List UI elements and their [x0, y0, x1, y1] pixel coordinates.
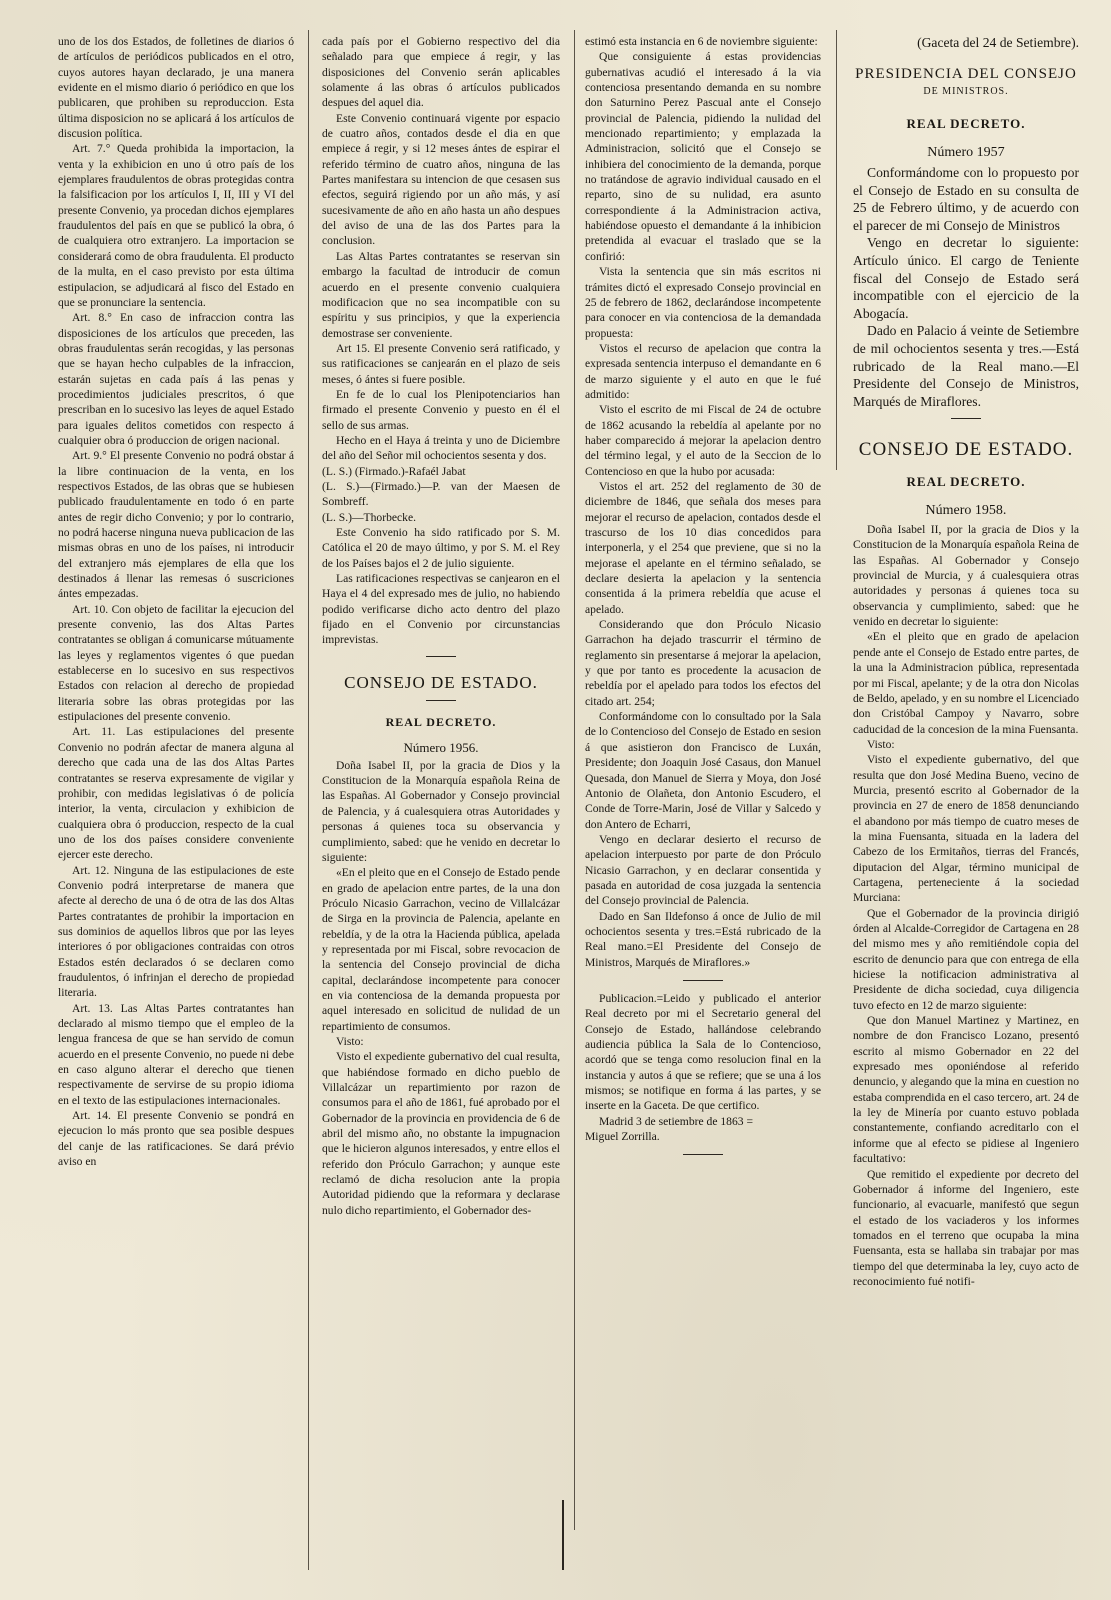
paragraph: Visto el expediente gubernativo del cual resulta, que habiéndose formado en dicho pueblo de Villalcázar un repartimiento por razon de consumos para el año de 1861, fué aprobado por el Gobernador de la provincia en providencia de 6 de abril del mismo año, no obstante la impugnacion que le hicieron algunos interesados, y entre ellos el referido don Próculo Garrachon; y aunque este reclamó de dicha resolucion ante la propia Autoridad pidiendo que la reformara y declarase nulo dicho repartimiento, el Gobernador des-: [322, 1050, 560, 1217]
paragraph: Dado en Palacio á veinte de Setiembre de mil ochocientos sesenta y tres.—Está rubricado de la Real mano.—El Presidente del Consejo de Ministros, Marqués de Miraflores.: [853, 323, 1079, 409]
section-heading: PRESIDENCIA DEL CONSEJO: [855, 65, 1077, 82]
paragraph: Visto el escrito de mi Fiscal de 24 de octubre de 1862 acusando la rebeldía al apelante por no haber comparecido á mejorar la apelacion dentro del término legal, y el auto de la Seccion de lo Contencioso en que la hubo por acusada:: [585, 403, 821, 478]
decree-title: REAL DECRETO.: [906, 473, 1026, 489]
paragraph: Conformándome con lo consultado por la Sala de lo Contencioso del Consejo de Estado en sesion á que asistieron don Francisco de Luxán, Presidente; don Joaquin José Casaus, don Manuel Quesada, don Manuel de Sierra y Moya, don José Antonio de Olañeta, don Antonio Escudero, el Conde de Torre-Marin, José de Villar y Salcedo y don Antero de Echarri,: [585, 710, 821, 831]
column-rule: [574, 30, 575, 1530]
separator: [426, 700, 456, 701]
separator: [683, 980, 723, 981]
paragraph: uno de los dos Estados, de folletines de diarios ó de artículos de periódicos publicados en el otro, cuyos autores hayan declarado, je una manera evidente en el mismo diario ó periódico en que los publicaren, que prohiben su reproduccion. Esta última disposicion no se aplicará á los artículos de discusion política.: [58, 35, 294, 141]
paragraph: Art. 7.° Queda prohibida la importacion, la venta y la exhibicion en uno ú otro país de los ejemplares fraudulentos de obras protegidas contra la falsificacion por los artículos I, II, III y VI del presente Convenio, ya procedan dichos ejemplares fraudulentos del país en que se publicó la obra, ó de cualquiera otro extranjero. La importacion se considerará como de obra fraudulenta. El producto de la multa, en el caso previsto por esta última estipulacion, se adjudicará al fisco del Estado en que se pronunciare la sentencia.: [58, 142, 294, 309]
paragraph: Art. 13. Las Altas Partes contratantes han declarado al mismo tiempo que el empleo de la lengua francesa de que se han servido de comun acuerdo en el presente Convenio, no puede ni debe en caso alguno alterar el derecho que tienen respectivamente de servirse de su propio idioma en el texto de las estipulaciones internacionales.: [58, 1001, 294, 1107]
decree-number: Número 1958.: [925, 503, 1007, 519]
paragraph: Visto:: [336, 1034, 364, 1048]
paragraph: Art. 14. El presente Convenio se pondrá en ejecucion lo más pronto que sea posible despues del canje de las ratificaciones. Se dará prévio aviso en: [58, 1109, 294, 1169]
signature-line: (L. S.)—Thorbecke.: [322, 510, 417, 524]
paragraph: Doña Isabel II, por la gracia de Dios y la Constitucion de la Monarquía española Reina de las Españas. Al Gobernador y Consejo provincial de Palencia, y á cualesquiera otras Autoridades y personas á quienes toca su observancia y cumplimiento, sabed: que he venido en decretar lo siguiente:: [322, 758, 560, 864]
paragraph: Publicacion.=Leido y publicado el anterior Real decreto por mi el Secretario general del Consejo de Estado, hallándose celebrando audiencia pública la Sala de lo Contencioso, acordó que se tenga como resolucion final en la instancia y autos á que se refiere; que se una á los mismos; se notifique en forma á las partes, y se inserte en la Gaceta. De que certifico.: [585, 991, 821, 1113]
column-rule: [836, 30, 837, 470]
column-2: [322, 34, 560, 1594]
signature-line: Miguel Zorrilla.: [585, 1130, 660, 1144]
paragraph: En fe de lo cual los Plenipotenciarios han firmado el presente Convenio y puesto en él el sello de sus armas.: [322, 387, 560, 432]
paragraph: «En el pleito que en el Consejo de Estado pende en grado de apelacion entre partes, de la una don Próculo Nicasio Garrachon, vecino de Villalcázar de Sirga en la provincia de Palencia, apelante en rebeldía, y de la otra la Hacienda pública, apelada y representada por mi Fiscal, sobre revocacion de la sentencia del Consejo provincial de dicha capital, declarándose incompetente para conocer en via contenciosa de la demanda propuesta por aquel interesado en solicitud de nulidad de un repartimiento de consumos.: [322, 866, 560, 1033]
column-rule: [308, 30, 309, 1570]
column-4: [853, 34, 1079, 1594]
gazette-reference: (Gaceta del 24 de Setiembre).: [917, 35, 1079, 50]
paragraph: Visto el expediente gubernativo, del que resulta que don José Medina Bueno, vecino de Murcia, presentó escrito al Gobernador de la provincia en 27 de enero de 1858 denunciando el abandono por más tiempo de cuatro meses de la mina Fuensanta, situada en la ladera del Cabezo de los Ermitaños, tierras del Francés, diputacion del Algar, término municipal de Cartagena, perteneciente á la sociedad Murciana:: [853, 753, 1079, 905]
paragraph: Art. 9.° El presente Convenio no podrá obstar á la libre continuacion de la venta, en los respectivos Estados, de las obras que se hubiesen publicado fraudulentamente en todo ó en parte antes de regir dicho Convenio; y por lo contrario, no podrá hacerse ninguna nueva publicacion de las mismas obras en uno de los países, ni introducir del extranjero más ejemplares de ella que los destinados á llenar las remesas ó suscriciones ántes empezadas.: [58, 449, 294, 601]
date-line: Madrid 3 de setiembre de 1863 =: [599, 1114, 753, 1128]
paragraph: estimó esta instancia en 6 de noviembre siguiente:: [585, 35, 818, 48]
paragraph: Las ratificaciones respectivas se canjearon en el Haya el 4 del expresado mes de julio, no habiendo podido verificarse dicho acto dentro del plazo fijado en el Convenio por circunstancias imprevistas.: [322, 572, 560, 647]
separator: [683, 1154, 723, 1155]
paragraph: Este Convenio ha sido ratificado por S. M. Católica el 20 de mayo último, y por S. M. el Rey de los Países bajos el 2 de julio siguiente.: [322, 526, 560, 570]
paragraph: Conformándome con lo propuesto por el Consejo de Estado en su consulta de 25 de Febrero último, y de acuerdo con el parecer de mi Consejo de Ministros: [853, 164, 1079, 233]
paragraph: Dado en San Ildefonso á once de Julio de mil ochocientos sesenta y tres.=Está rubricado de la Real mano.=El Presidente del Consejo de Ministros, Marqués de Miraflores.»: [585, 909, 821, 969]
paragraph: Doña Isabel II, por la gracia de Dios y la Constitucion de la Monarquía española Reina de las Españas. Al Gobernador y Consejo provincial de Murcia, y á cualesquiera otras autoridades y personas á quienes toca su observancia y cumplimiento, sabed: que he venido en decretar lo siguiente:: [853, 523, 1079, 629]
paragraph: Este Convenio continuará vigente por espacio de cuatro años, contados desde el dia en que empiece á regir, y si 12 meses ántes de espirar el referido término de cuatro años, ninguna de las Partes manifestara su intencion de que cesasen sus efectos, seguirá rigiendo por un año más, y así sucesivamente de año en año hasta un año despues del aviso de una de las dos Partes para la conclusion.: [322, 111, 560, 248]
column-rule: [562, 1500, 564, 1570]
decree-number: Número 1957: [927, 145, 1005, 161]
paragraph: Art. 8.° En caso de infraccion contra las disposiciones de los artículos que preceden, las obras fraudulentas serán recogidas, y las personas que se hayan hecho culpables de la infraccion, estarán sujetas en cada país á las penas y procedimientos judiciales prescritos, ó que prescriban en lo sucesivo las leyes de aquel Estado para iguales delitos cometidos con respecto á cualquier obra ó produccion de origen nacional.: [58, 311, 294, 447]
paragraph: Vengo en declarar desierto el recurso de apelacion interpuesto por parte de don Próculo Nicasio Garrachon, y en declarar consentida y pasada en autoridad de cosa juzgada la sentencia del Consejo provincial de Palencia.: [585, 832, 821, 908]
separator: [951, 418, 981, 419]
decree-title: REAL DECRETO.: [385, 715, 497, 730]
paragraph: Que el Gobernador de la provincia dirigió órden al Alcalde-Corregidor de Cartagena en 28 del mismo mes y año remitiéndole copia del escrito de denuncio para que con entrega de ella hiciese la notificacion administrativa al Presidente de dicha sociedad, cuya diligencia tuvo efecto en 12 de marzo siguiente:: [853, 906, 1079, 1012]
section-heading: CONSEJO DE ESTADO.: [858, 439, 1074, 461]
paragraph: Vengo en decretar lo siguiente: Artículo único. El cargo de Teniente fiscal del Consejo de Estado será incompatible con el ejercicio de la Abogacía.: [853, 235, 1079, 321]
separator: [426, 656, 456, 657]
paragraph: Las Altas Partes contratantes se reservan sin embargo la facultad de introducir de comun acuerdo en el presente convenio cualquiera modificacion que no sea incompatible con su espíritu y sus principios, y que la experiencia demostrase ser conveniente.: [322, 249, 560, 340]
paragraph: Visto:: [867, 737, 895, 751]
paragraph: Art. 11. Las estipulaciones del presente Convenio no podrán afectar de manera alguna al derecho que cada una de las dos Altas Partes contratantes se reserva expresamente de vigilar y prohibir, con medidas legislativas ó de policía interior, la venta, circulacion y exhibicion de cualquiera obra ó produccion, respecto de la cual uno de los dos países considere conveniente ejercer este derecho.: [58, 725, 294, 862]
paragraph: Vistos el recurso de apelacion que contra la expresada sentencia interpuso el demandante en 6 de marzo siguiente y el auto en que le fué admitido:: [585, 341, 821, 401]
paragraph: Que remitido el expediente por decreto del Gobernador á informe del Ingeniero, este funcionario, al evacuarle, manifestó que segun el estado de los vaciaderos y los informes tomados en el terreno que ocupaba la mina Fuensanta, esta se hallaba sin trabajar por mas tiempo del que determinaba la ley, cuyo acto de reconocimiento fué notifi-: [853, 1167, 1079, 1288]
decree-number: Número 1956.: [403, 740, 479, 756]
paragraph: Art. 12. Ninguna de las estipulaciones de este Convenio podrá interpretarse de manera que afecte al derecho de una ó de otra de las dos Altas Partes contratantes de prohibir la importacion en sus dominios de aquellos libros que por las leyes interiores ó por obligaciones contraidas con otros Estados estén declarados ó se declaren como fraudulentos, ó infrinjan el derecho de propiedad literaria.: [58, 863, 294, 1000]
paragraph: Hecho en el Haya á treinta y uno de Diciembre del año del Señor mil ochocientos sesenta y dos.: [322, 433, 560, 463]
paragraph: Que consiguiente á estas providencias gubernativas acudió el interesado á la via contenciosa presentando demanda en su nombre don Saturnino Perez Pascual ante el Consejo provincial de Palencia, pidiendo la nulidad del mencionado repartimiento; y emplazada la Administracion, solicitó que el Consejo se inhibiera del conocimiento de la demanda, porque no tratándose de agravio individual causado en el reparto, sino de su nulidad, era asunto correspondiente á la Administracion activa, habiéndose opuesto el demandante á la inhibicion pretendida al evacuar el traslado que se la confirió:: [585, 50, 821, 263]
section-heading: CONSEJO DE ESTADO.: [344, 672, 538, 692]
section-subheading: DE MINISTROS.: [923, 86, 1009, 98]
column-3: [585, 34, 821, 1594]
paragraph: «En el pleito que en grado de apelacion pende ante el Consejo de Estado entre partes, de la una la Administracion pública, representada por mi Fiscal, apelante; y de la otra don Nicolas de Beldo, apelado, y en su nombre el Licenciado don Cristóbal Campoy y Navarro, sobre caducidad de la concesion de la mina Fuensanta.: [853, 630, 1079, 736]
signature-line: (L. S.)—(Firmado.)—P. van der Maesen de Sombreff.: [322, 479, 560, 509]
paragraph: Que don Manuel Martinez y Martinez, en nombre de don Francisco Lozano, presentó escrito al mismo Gobernador en 22 del expresado mes oponiéndose al referido denuncio, y alegando que la mina en cuestion no estaba comprendida en el caso tercero, art. 24 de la ley de Minería por cuanto estuvo poblada constantemente, confiando acreditarlo con el informe que al efecto se pidiese al Ingeniero facultativo:: [853, 1014, 1079, 1166]
signature-line: (L. S.) (Firmado.)-Rafaél Jabat: [322, 464, 466, 478]
paragraph: Art 15. El presente Convenio será ratificado, y sus ratificaciones se canjearán en el plazo de seis meses, ó ántes si fuere posible.: [322, 341, 560, 386]
paragraph: Vistos el art. 252 del reglamento de 30 de diciembre de 1846, que señala dos meses para mejorar el recurso de apelacion, contados desde el trascurso de los 10 dias concedidos para interponerla, y el 254 que previene, que si no la mejorase el apelante en el término señalado, se declare desierta la apelacion y la sentencia consentida á la primera rebeldía que acuse el apelado.: [585, 479, 821, 616]
paragraph: Vista la sentencia que sin más escritos ni trámites dictó el expresado Consejo provincial en 25 de febrero de 1862, declarándose incompetente para conocer en via contenciosa de la demandada propuesta:: [585, 265, 821, 340]
decree-title: REAL DECRETO.: [906, 115, 1026, 131]
paragraph: Considerando que don Próculo Nicasio Garrachon ha dejado trascurrir el término de reglamento sin presentarse á mejorar la apelacion, y que por tanto es procedente la acusacion de rebeldía por el apelado para todos los efectos del citado art. 254;: [585, 618, 821, 708]
column-1: [58, 34, 294, 1594]
paragraph: Art. 10. Con objeto de facilitar la ejecucion del presente convenio, las dos Altas Partes contratantes se obligan á comunicarse mútuamente las leyes y reglamentos vigentes ó que puedan establecerse en lo sucesivo en sus respectivos Estados con relacion al derecho de propiedad literaria sobre las obras protegidas por las estipulaciones del presente convenio.: [58, 602, 294, 724]
paragraph: cada país por el Gobierno respectivo del dia señalado para que empiece á regir, y las disposiciones del Convenio serán aplicables solamente á las obras ó artículos publicados despues del aquel dia.: [322, 35, 560, 110]
